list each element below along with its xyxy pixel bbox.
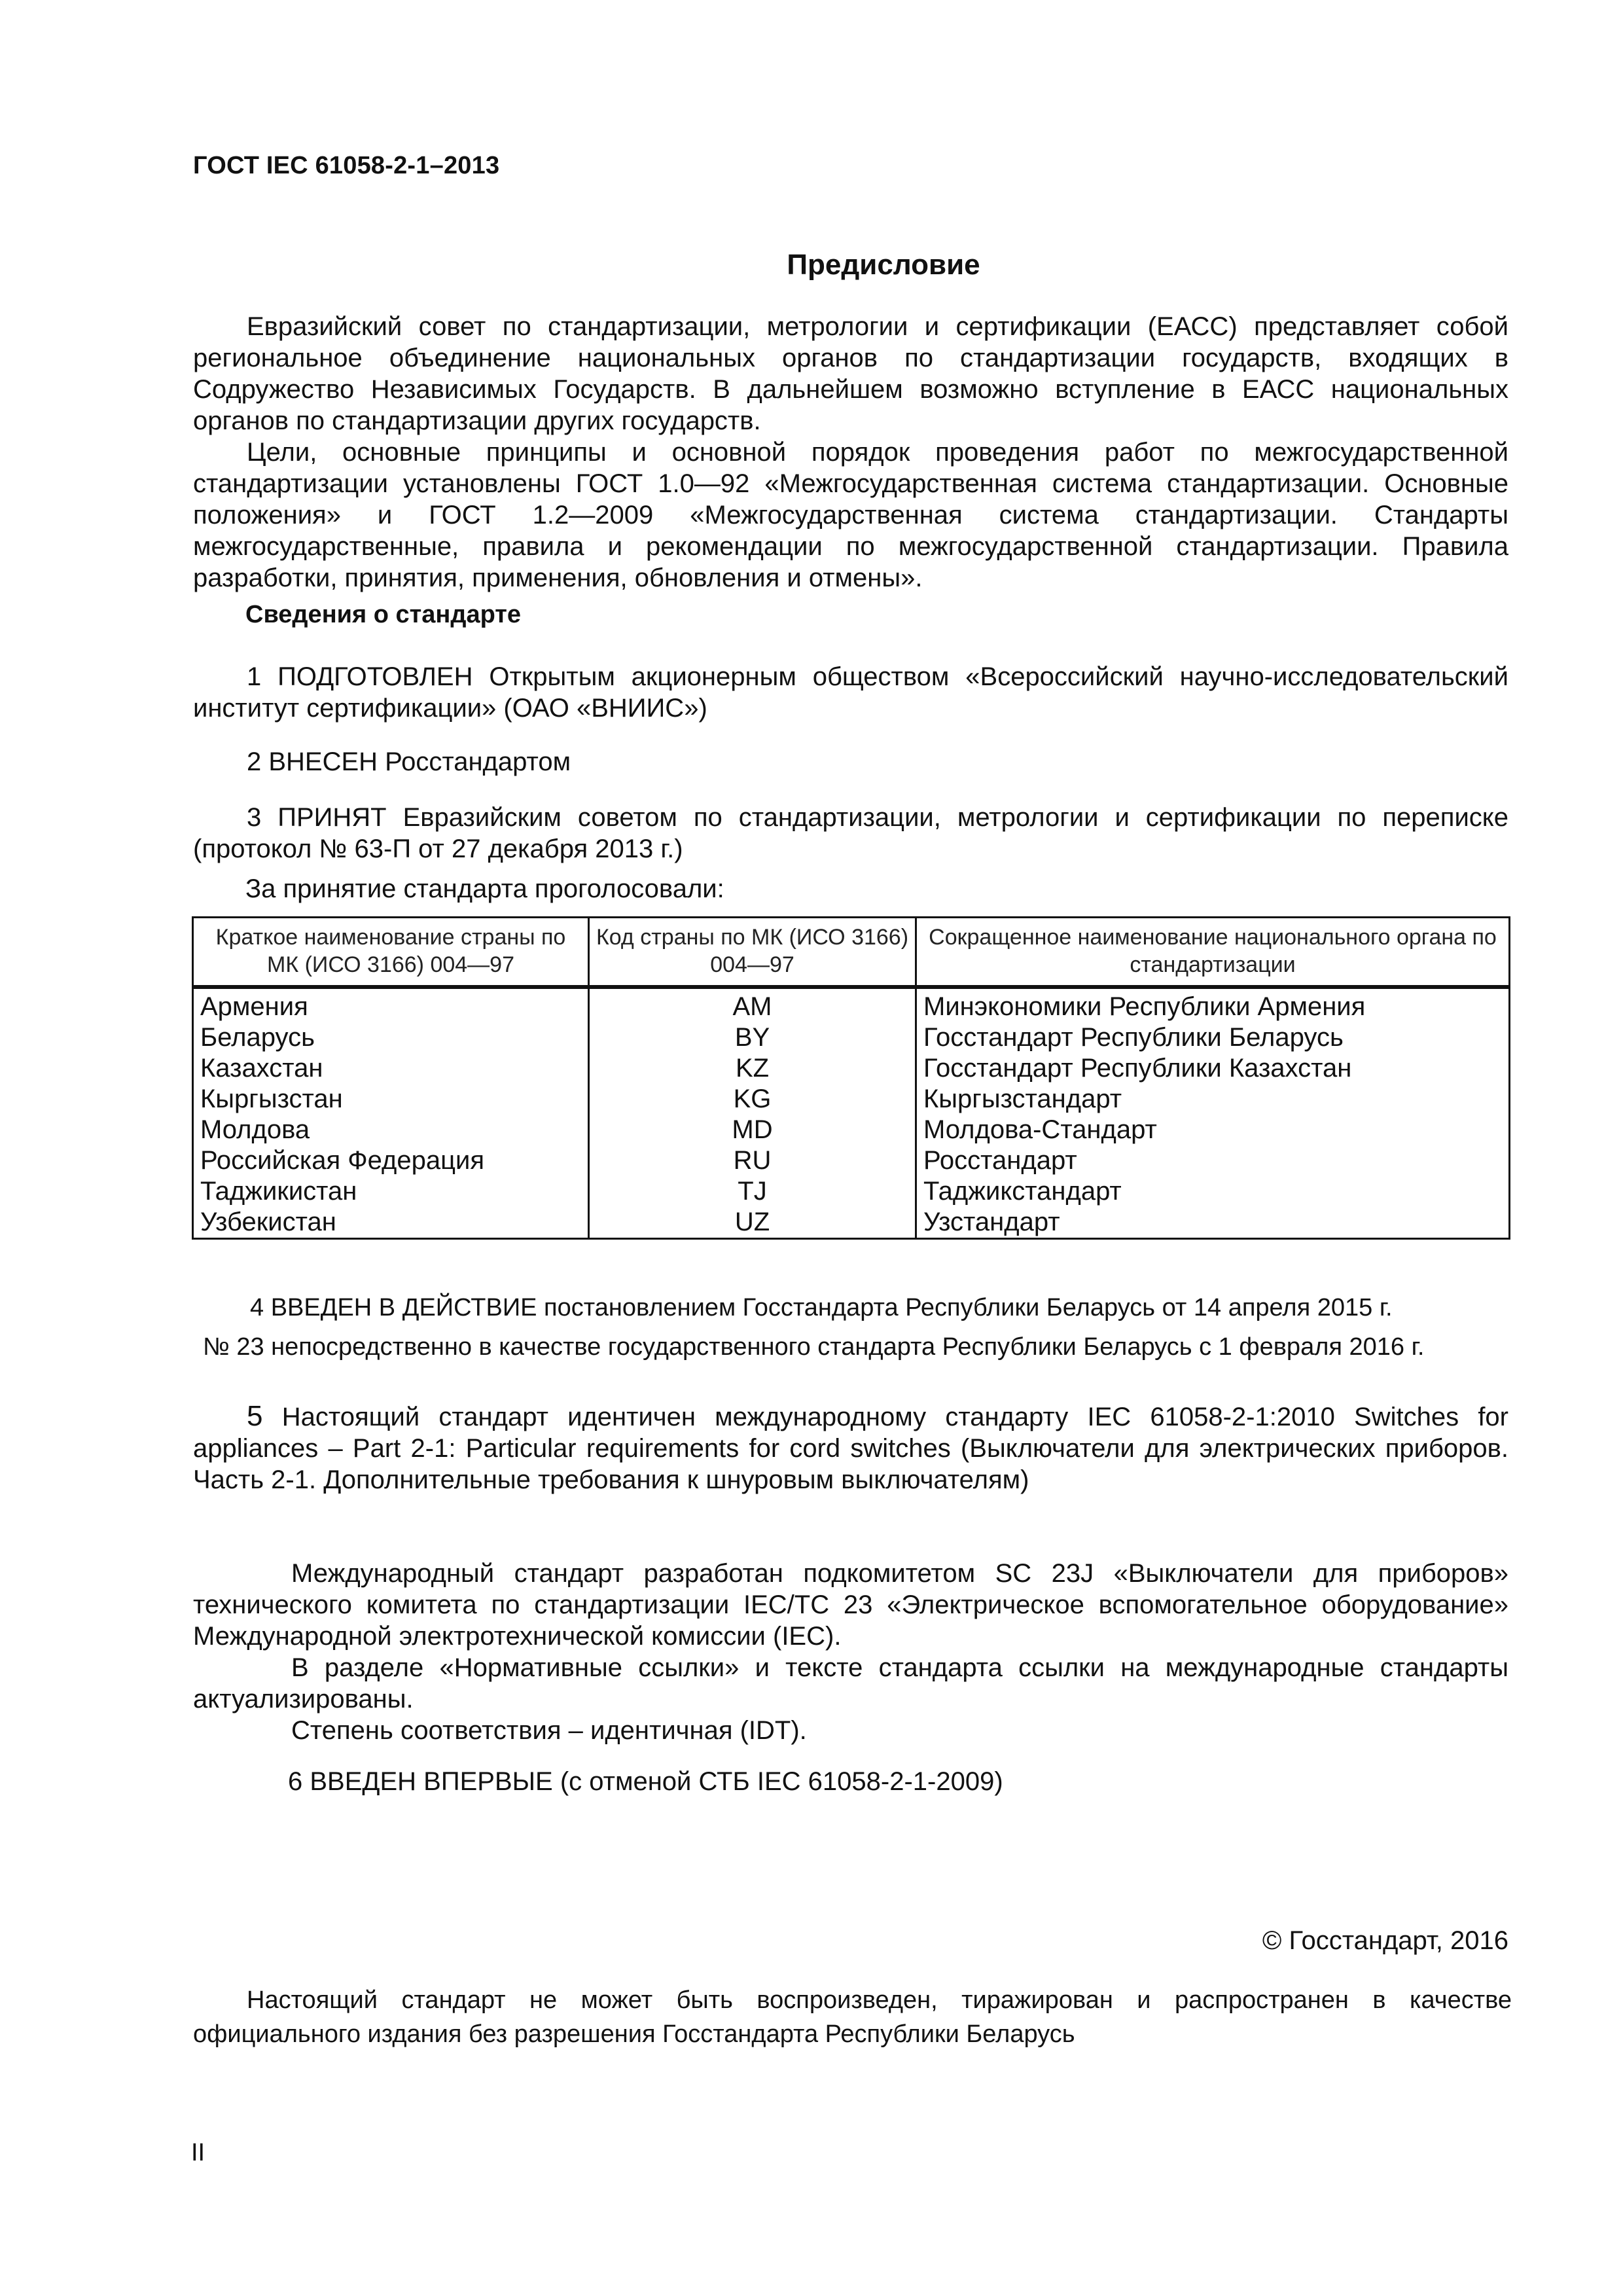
standards-body: Молдова-Стандарт xyxy=(916,1115,1510,1145)
item-6: 6 ВВЕДЕН ВПЕРВЫЕ (с отменой СТБ IEC 61058-2-1-2009) xyxy=(288,1767,1003,1796)
country-name: Молдова xyxy=(193,1115,589,1145)
item-2-text: 2 ВНЕСЕН Росстандартом xyxy=(247,747,571,776)
standards-body: Госстандарт Республики Беларусь xyxy=(916,1022,1510,1053)
page-number: II xyxy=(191,2139,205,2166)
legal-notice xyxy=(193,1983,1512,2051)
country-name: Беларусь xyxy=(193,1022,589,1053)
table-row xyxy=(193,987,1510,1022)
country-name: Армения xyxy=(193,987,589,1022)
item-3-text: 3 ПРИНЯТ Евразийским советом по стандартизации, метрологии и сертификации по переписке (протокол № 63-П от 27 декабря 2013 г.) xyxy=(193,803,1508,863)
country-code: MD xyxy=(589,1115,916,1145)
standards-body: Узстандарт xyxy=(916,1207,1510,1239)
vote-label: За принятие стандарта проголосовали: xyxy=(245,874,724,903)
item-1-text: 1 ПОДГОТОВЛЕН Открытым акционерным обществом «Всероссийский научно-исследовательский институт сертификации» (ОАО «ВНИИС») xyxy=(193,662,1508,723)
item-5-paragraph-4: Степень соответствия – идентичная (IDT). xyxy=(291,1716,807,1745)
country-name: Кыргызстан xyxy=(193,1084,589,1115)
item-5-paragraph-3: В разделе «Нормативные ссылки» и тексте стандарта ссылки на международные стандарты актуализированы. xyxy=(193,1653,1508,1713)
item-4 xyxy=(203,1288,1512,1367)
country-name: Российская Федерация xyxy=(193,1145,589,1176)
voting-table xyxy=(192,916,1510,1240)
country-code: KZ xyxy=(589,1053,916,1084)
standards-body: Госстандарт Республики Казахстан xyxy=(916,1053,1510,1084)
item-2 xyxy=(193,746,1508,778)
item-4-line-1: 4 ВВЕДЕН В ДЕЙСТВИЕ постановлением Госстандарта Республики Беларусь от 14 апреля 2015 г. xyxy=(250,1294,1393,1321)
standards-body: Таджикстандарт xyxy=(916,1176,1510,1207)
item-1 xyxy=(193,661,1508,724)
item-5-text xyxy=(193,1401,1508,1496)
document-header: ГОСТ IEC 61058-2-1–2013 xyxy=(193,152,500,179)
page-title: Предисловие xyxy=(787,249,980,281)
country-name: Узбекистан xyxy=(193,1207,589,1239)
table-row xyxy=(193,1145,1510,1176)
table-row xyxy=(193,1022,1510,1053)
table-row xyxy=(193,1176,1510,1207)
table-row xyxy=(193,1207,1510,1239)
intro-paragraph-2: Цели, основные принципы и основной порядок проведения работ по межгосударственной стандартизации установлены ГОСТ 1.0—92 «Межгосударственная система стандартизации. Основные положения» и ГОСТ 1.2—2009 «Межгосударственная система стандартизации. Стандарты межгосударственные, правила и рекомендации по межгосударственной стандартизации. Правила разработки, принятия, применения, обновления и отмены». xyxy=(193,438,1508,592)
intro-section xyxy=(193,311,1508,594)
country-name: Казахстан xyxy=(193,1053,589,1084)
item-5 xyxy=(193,1401,1508,1496)
section-subheading: Сведения о стандарте xyxy=(245,601,522,628)
item-4-line-2: № 23 непосредственно в качестве государственного стандарта Республики Беларусь с 1 февраля 2016 г. xyxy=(203,1333,1425,1361)
country-name: Таджикистан xyxy=(193,1176,589,1207)
country-code: BY xyxy=(589,1022,916,1053)
item-3 xyxy=(193,802,1508,865)
item-5-body: Настоящий стандарт идентичен международному стандарту IEC 61058-2-1:2010 Switches for appliances – Part 2-1: Particular requirements for cord switches (Выключатели для электрических приборов. Часть 2-1. Дополнительные требования к шнуровым выключателям) xyxy=(193,1403,1508,1494)
table-row xyxy=(193,1115,1510,1145)
item-5-number: 5 xyxy=(247,1400,263,1432)
standards-body: Росстандарт xyxy=(916,1145,1510,1176)
table-header-country: Краткое наименование страны по МК (ИСО 3166) 004—97 xyxy=(193,918,589,988)
table-header-code: Код страны по МК (ИСО 3166) 004—97 xyxy=(589,918,916,988)
copyright: © Госстандарт, 2016 xyxy=(1262,1926,1508,1955)
intro-paragraph-1: Евразийский совет по стандартизации, метрологии и сертификации (ЕАСС) представляет собой региональное объединение национальных органов по стандартизации государств, входящих в Содружество Независимых Государств. В дальнейшем возможно вступление в ЕАСС национальных органов по стандартизации других государств. xyxy=(193,312,1508,435)
table-header-row xyxy=(193,918,1510,988)
country-code: UZ xyxy=(589,1207,916,1239)
table-row xyxy=(193,1084,1510,1115)
item-5-paragraph-2: Международный стандарт разработан подкомитетом SC 23J «Выключатели для приборов» технического комитета по стандартизации IEC/TC 23 «Электрическое вспомогательное оборудование» Международной электротехнической комиссии (IEC). xyxy=(193,1559,1508,1651)
country-code: TJ xyxy=(589,1176,916,1207)
country-code: RU xyxy=(589,1145,916,1176)
table-row xyxy=(193,1053,1510,1084)
legal-notice-text: Настоящий стандарт не может быть воспроизведен, тиражирован и распространен в качестве официального издания без разрешения Госстандарта Республики Беларусь xyxy=(193,1986,1512,2048)
standards-body: Кыргызстандарт xyxy=(916,1084,1510,1115)
table-header-body: Сокращенное наименование национального органа по стандартизации xyxy=(916,918,1510,988)
standards-body: Минэкономики Республики Армения xyxy=(916,987,1510,1022)
country-code: KG xyxy=(589,1084,916,1115)
country-code: AM xyxy=(589,987,916,1022)
item-5-details xyxy=(193,1558,1508,1746)
